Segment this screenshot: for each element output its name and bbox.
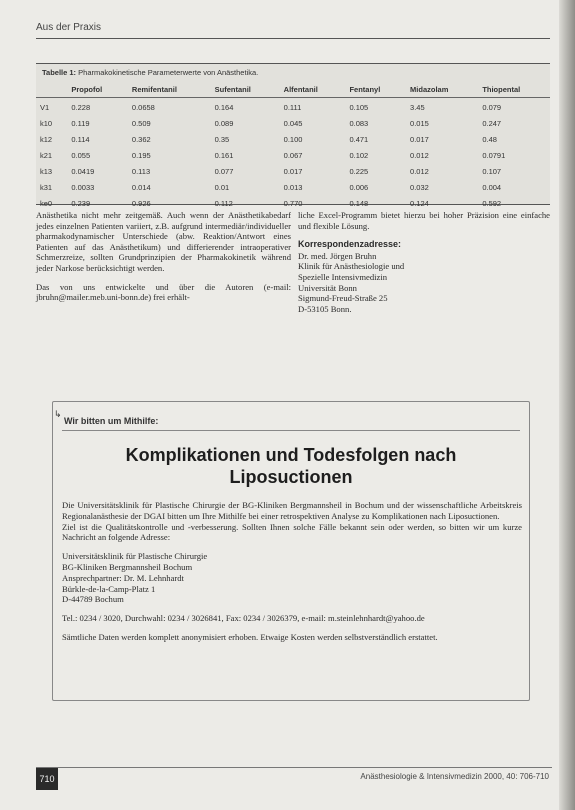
table-cell: 0.471 [349,135,369,144]
table-column-header: Alfentanil [280,83,346,98]
table-row-label: k10 [40,119,53,128]
table-cell: 0.114 [71,135,90,144]
table-caption-text: Pharmakokinetische Parameterwerte von Anästhetika. [78,68,259,77]
arrow-icon: ↳ [54,410,62,420]
table-row-label: k13 [40,167,53,176]
table-cell: 0.119 [71,119,90,128]
table-row [36,164,550,180]
correspondence-address-line: Klinik für Anästhesiologie und [298,261,405,272]
correspondence-address-line: Dr. med. Jörgen Bruhn [298,250,377,261]
help-paragraph-3: Sämtliche Daten werden komplett anonymisiert erhoben. Etwaige Kosten werden selbstverständlich erstattet. [62,631,438,642]
table-cell: 0.012 [410,167,429,176]
right-text-column [298,210,550,314]
help-headline: Komplikationen und Todesfolgen nach Liposuctionen [125,445,457,487]
table-cell: 0.004 [482,183,502,192]
table-cell: 0.012 [410,151,429,160]
help-paragraph-1: Die Universitätsklinik für Plastische Chirurgie der BG-Kliniken Bergmannsheil in Bochum und der wissenschaftliche Arbeitskreis Regionalanästhesie der DGAI bitten um Ihre Mithilfe bei einer retrospektiven Analyse zu Komplikationen nach Liposuctionen. [62,500,522,521]
table-column-header: Fentanyl [345,83,406,98]
table-row-label: k31 [40,183,53,192]
table-cell: 0.017 [283,167,303,176]
table-cell: 0.102 [349,151,369,160]
correspondence-address-line: Universität Bonn [298,282,357,293]
left-text-column [36,210,291,311]
table-column-header: Midazolam [406,83,478,98]
help-address-line: Bürkle-de-la-Camp-Platz 1 [62,583,156,594]
table-cell: 0.100 [283,135,303,144]
help-address-line: BG-Kliniken Bergmannsheil Bochum [62,561,193,572]
table-column-header: Thiopental [478,83,550,98]
pk-table [36,83,550,212]
table-cell: 0.017 [410,135,429,144]
table-cell: 0.228 [71,103,91,112]
help-contact: Tel.: 0234 / 3020, Durchwahl: 0234 / 3026841, Fax: 0234 / 3026379, e-mail: m.steinlehnhardt@yahoo.de [62,613,425,624]
table-caption [42,68,258,77]
table-column-header: Remifentanil [128,83,211,98]
table-row [36,148,550,164]
table-cell: 0.089 [214,119,234,128]
table-cell: 0.247 [482,119,502,128]
table-caption-label: Tabelle 1: [42,68,77,77]
table-cell: 0.770 [283,199,303,208]
left-paragraph-2: Das von uns entwickelte und über die Autoren (e-mail: jbruhn@mailer.meb.uni-bonn.de) frei erhält- [36,281,291,303]
table-cell: 0.362 [131,135,151,144]
table-cell: 0.48 [482,135,497,144]
table-header-row [36,83,550,98]
journal-citation: Anästhesiologie & Intensivmedizin 2000, 40: 706-710 [360,772,549,781]
table-row-label: k21 [40,151,53,160]
table-body [36,98,550,213]
table-cell: 0.0033 [71,183,95,192]
table-column-header: Propofol [67,83,128,98]
table-cell: 0.032 [410,183,429,192]
page-edge-shadow [559,0,575,810]
table-row-label: k12 [40,135,53,144]
table-cell: 0.195 [131,151,151,160]
pk-table-block [36,63,550,208]
correspondence-address-line: Sigmund-Freud-Straße 25 [298,293,388,304]
table-cell: 0.0791 [482,151,506,160]
table-row [36,132,550,148]
help-address-line: D-44789 Bochum [62,594,124,605]
table-cell: 0.006 [349,183,369,192]
table-cell: 0.0419 [71,167,95,176]
table-row [36,116,550,132]
table-cell: 0.111 [283,103,302,112]
help-address [62,551,522,605]
table-cell: 0.113 [131,167,151,176]
section-label: Aus der Praxis [36,22,102,33]
help-rule [62,430,520,431]
table-cell: 0.105 [349,103,369,112]
help-paragraph-2: Ziel ist die Qualitätskontrolle und -verbesserung. Sollten Ihnen solche Fälle bekannt sein oder werden, so bitten wir um kurze Nachricht an folgende Adresse: [62,521,522,543]
table-cell: 0.926 [131,199,151,208]
table-cell: 0.112 [214,199,233,208]
correspondence-title: Korrespondenzadresse: [298,239,402,250]
table-cell: 0.164 [214,103,234,112]
table-cell: 0.014 [131,183,151,192]
table-cell: 0.124 [410,199,429,208]
table-cell: 0.225 [349,167,369,176]
table-cell: 3.45 [410,103,425,112]
table-cell: 0.015 [410,119,429,128]
table-cell: 0.045 [283,119,303,128]
table-cell: 0.161 [214,151,234,160]
table-cell: 0.077 [214,167,234,176]
help-request-label: Wir bitten um Mithilfe: [64,416,159,426]
correspondence-address-line: Spezielle Intensivmedizin [298,271,388,282]
table-row [36,98,550,117]
table-row-label: V1 [40,103,50,112]
table-cell: 0.35 [214,135,230,144]
right-paragraph-1: liche Excel-Programm bietet hierzu bei hoher Präzision eine einfache und flexible Lösung. [298,210,550,231]
table-cell: 0.107 [482,167,502,176]
help-body [62,500,522,651]
help-address-line: Ansprechpartner: Dr. M. Lehnhardt [62,572,184,583]
table-cell: 0.148 [349,199,369,208]
page-number: 710 [36,768,58,790]
table-cell: 0.083 [349,119,369,128]
table-column-header [36,83,67,98]
table-cell: 0.013 [283,183,303,192]
table-cell: 0.0658 [131,103,155,112]
table-row-label: ke0 [40,199,53,208]
table-cell: 0.239 [71,199,91,208]
table-cell: 0.079 [482,103,502,112]
table-row [36,180,550,196]
table-cell: 0.592 [482,199,502,208]
help-address-line: Universitätsklinik für Plastische Chirurgie [62,551,208,562]
table-cell: 0.055 [71,151,91,160]
table-cell: 0.067 [283,151,303,160]
table-cell: 0.01 [214,183,230,192]
table-column-header: Sufentanil [211,83,280,98]
header-rule [36,38,550,39]
left-paragraph-1: Anästhetika nicht mehr zeitgemäß. Auch wenn der Anästhetikabedarf jedes einzelnen Patienten variiert, z.B. aufgrund intermediär/individueller pharmakodynamischer Unterschiede (abw. Reaktion/Antwort eines Patienten auf das Anästhetikum) und differierender intraoperativer Schmerzreize, sollten Grundprinzipien der Pharmakokinetik während jeder Narkose berücksichtigt werden. [36,210,291,273]
table-cell: 0.509 [131,119,151,128]
correspondence-address-line: D-53105 Bonn. [298,303,352,314]
